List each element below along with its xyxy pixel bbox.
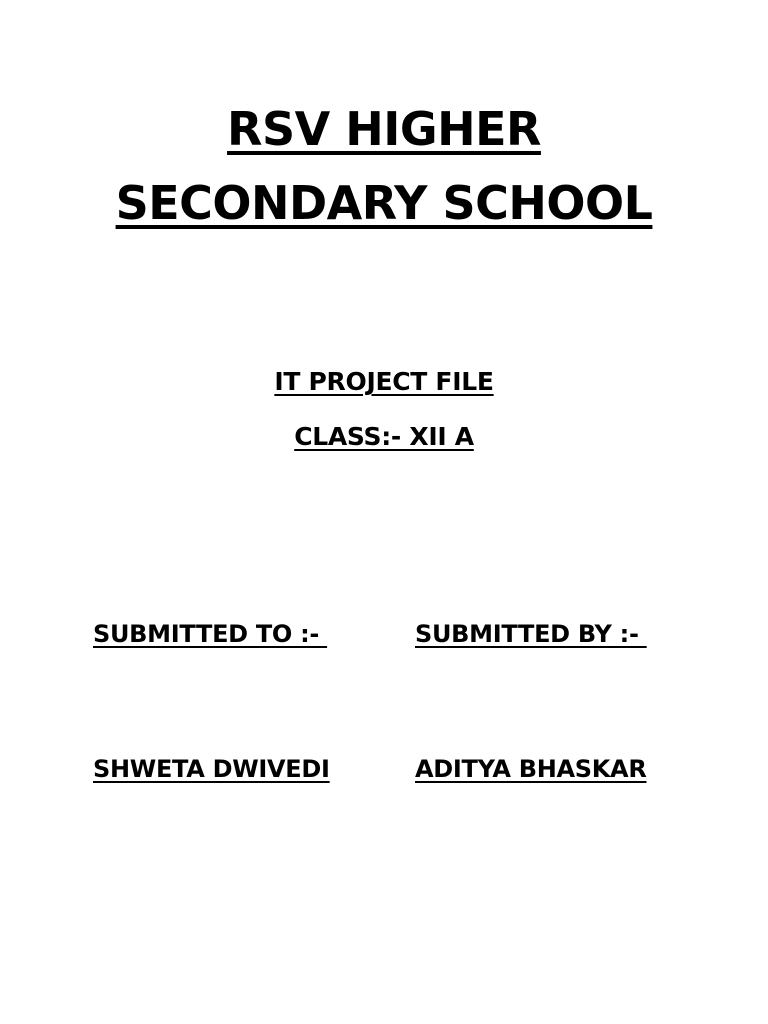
project-title: IT PROJECT FILE (274, 367, 494, 396)
project-heading (0, 366, 768, 398)
submitted-to-label: SUBMITTED TO :- (93, 620, 328, 648)
submitted-by-block (415, 522, 647, 882)
class-heading (0, 421, 768, 453)
class-label: CLASS:- XII A (294, 422, 474, 451)
school-title-line-1: RSV HIGHER (227, 102, 541, 156)
submitted-by-name: ADITYA BHASKAR (415, 755, 647, 783)
submitted-to-block (93, 522, 330, 882)
school-title (0, 92, 768, 240)
school-title-line-2: SECONDARY SCHOOL (115, 176, 653, 230)
submitted-to-name: SHWETA DWIVEDI (93, 755, 330, 783)
submitted-by-label: SUBMITTED BY :- (415, 620, 647, 648)
